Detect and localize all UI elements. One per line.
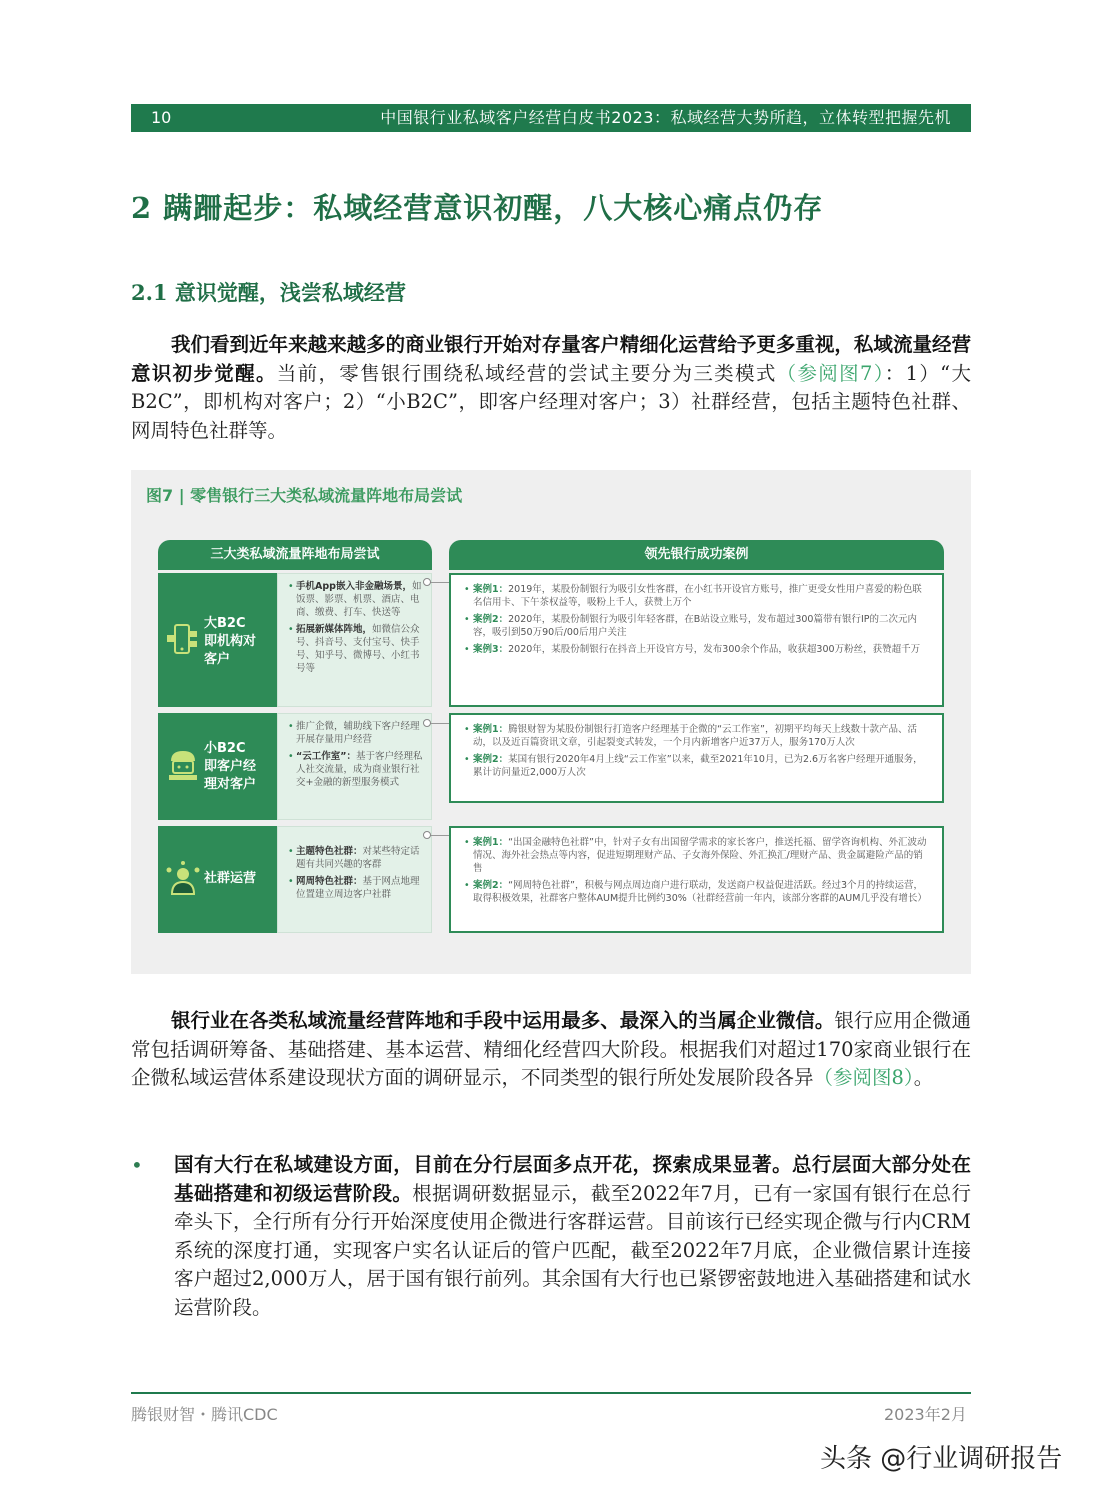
phone-app-icon	[163, 621, 203, 665]
category-small-b2c	[158, 713, 277, 820]
figure-8-reference-link[interactable]: （参阅图8）	[813, 1066, 914, 1089]
figure-7-reference-link[interactable]: （参阅图7）	[776, 361, 885, 385]
category-label: 大B2C 即机构对 客户	[204, 616, 257, 667]
paragraph-3	[174, 1151, 971, 1322]
community-icon	[163, 860, 203, 904]
case-item: • 案例2：“网周特色社群”，积极与网点周边商户进行联动，发送商户权益促进活跃。经过3个月的持续运营，取得积极效果，社群客户整体AUM提升比例约30%（社群经营前一年内，该部分客群的AUM几乎没有增长）	[473, 879, 930, 905]
case-item: • 案例2：某国有银行2020年4月上线“云工作室”以来，截至2021年10月，已为2.6万名客户经理开通服务，累计访问量近2,000万人次	[473, 753, 930, 779]
strategy-point: • 手机App嵌入非金融场景，如饭票、影票、机票、酒店、电商、缴费、打车、快送等	[288, 580, 425, 619]
footer-divider	[131, 1392, 971, 1394]
category-label: 小B2C 即客户经 理对客户	[204, 741, 257, 792]
subsection-title: 2.1 意识觉醒，浅尝私域经营	[131, 280, 406, 305]
figure-7	[131, 470, 971, 974]
bullet-marker: •	[131, 1153, 143, 1177]
para3-text: 根据调研数据显示，截至2022年7月，已有一家国有银行在总行牵头下，全行所有分行开始深度使用企微进行客群运营。目前该行已经实现企微与行内CRM系统的深度打通，实现客户实名认证后的管户匹配，截至2022年7月底，企业微信累计连接客户超过2,000万人，居于国有银行前列。其余国有大行也已紧锣密鼓地进入基础搭建和试水运营阶段。	[174, 1181, 971, 1319]
connector-dot	[423, 719, 431, 727]
section-title: 2 蹒跚起步：私域经营意识初醒，八大核心痛点仍存	[131, 191, 824, 225]
strategy-point: • 拓展新媒体阵地，如微信公众号、抖音号、支付宝号、快手号、知乎号、微博号、小红书号等	[288, 623, 425, 675]
strategy-point: • 网周特色社群：基于网点地理位置建立周边客户社群	[288, 875, 425, 901]
watermark: 头条 @行业调研报告	[820, 1444, 1063, 1474]
right-column-header: 领先银行成功案例	[449, 540, 944, 570]
cases-small-b2c	[449, 713, 944, 803]
para1-text2: ：1）“大B2C”，即机构对客户；2）“小B2C”，即客户经理对客户；3）社群经营，包括主题特色社群、网周特色社群等。	[131, 361, 971, 442]
para3-bold: 国有大行在私域建设方面，目前在分行层面多点开花，探索成果显著。总行层面大部分处在基础搭建和初级运营阶段。	[174, 1153, 971, 1205]
figure-title: 图7 | 零售银行三大类私域流量阵地布局尝试	[146, 486, 463, 505]
paragraph-2	[131, 1007, 971, 1093]
category-big-b2c	[158, 573, 277, 707]
para2-text2: 。	[913, 1066, 934, 1089]
footer-source: 腾银财智・腾讯CDC	[131, 1405, 278, 1424]
strategy-point: • 推广企微，辅助线下客户经理开展存量用户经营	[288, 720, 425, 746]
para2-text1: 银行应用企微通常包括调研筹备、基础搭建、基本运营、精细化经营四大阶段。根据我们对超过170家商业银行在企微私域运营体系建设现状方面的调研显示，不同类型的银行所处发展阶段各异	[131, 1009, 971, 1089]
header-title: 中国银行业私域客户经营白皮书2023：私域经营大势所趋，立体转型把握先机	[380, 108, 951, 127]
manager-icon	[163, 745, 203, 789]
connector-dot	[423, 831, 431, 839]
strategy-points-small-b2c	[277, 713, 432, 820]
case-item: • 案例1：2019年，某股份制银行为吸引女性客群，在小红书开设官方账号，推广更受女性用户喜爱的粉色联名信用卡、下午茶权益等，吸粉上千人，获赞上万个	[473, 583, 930, 609]
footer-date: 2023年2月	[884, 1405, 967, 1424]
page-header-bar	[131, 104, 971, 132]
strategy-point: • “云工作室”：基于客户经理私人社交流量，成为商业银行社交+金融的新型服务模式	[288, 750, 425, 789]
case-item: • 案例1：腾银财智为某股份制银行打造客户经理基于企微的“云工作室”，初期平均每天上线数十款产品、活动，以及近百篇资讯文章，引起裂变式转发，一个月内新增客户近37万人，服务170万人次	[473, 723, 930, 749]
category-community	[158, 826, 277, 933]
strategy-points-community	[277, 826, 432, 933]
page-number: 10	[151, 108, 172, 127]
para1-bold: 我们看到近年来越来越多的商业银行开始对存量客户精细化运营给予更多重视，私域流量经营意识初步觉醒。	[131, 333, 971, 385]
case-item: • 案例3：2020年，某股份制银行在抖音上开设官方号，发布300余个作品，收获超300万粉丝，获赞超千万	[473, 643, 930, 656]
paragraph-1	[131, 331, 971, 445]
cases-community	[449, 826, 944, 933]
left-column-header: 三大类私域流量阵地布局尝试	[158, 540, 432, 570]
cases-big-b2c	[449, 573, 944, 707]
para1-text1: 当前，零售银行围绕私域经营的尝试主要分为三类模式	[276, 361, 777, 385]
connector-dot	[423, 578, 431, 586]
case-item: • 案例1：“出国金融特色社群”中，针对子女有出国留学需求的家长客户，推送托福、留学咨询机构、外汇波动情况、海外社会热点等内容，促进短期理财产品、子女海外保险、外汇换汇/理财产品、贵金属避险产品的销售	[473, 836, 930, 875]
category-label: 社群运营	[204, 871, 257, 886]
case-item: • 案例2：2020年，某股份制银行为吸引年轻客群，在B站设立账号，发布超过300篇带有银行IP的二次元内容，吸引到50万90后/00后用户关注	[473, 613, 930, 639]
strategy-point: • 主题特色社群：对某些特定话题有共同兴趣的客群	[288, 845, 425, 871]
para2-bold: 银行业在各类私域流量经营阵地和手段中运用最多、最深入的当属企业微信。	[171, 1009, 835, 1032]
strategy-points-big-b2c	[277, 573, 432, 707]
